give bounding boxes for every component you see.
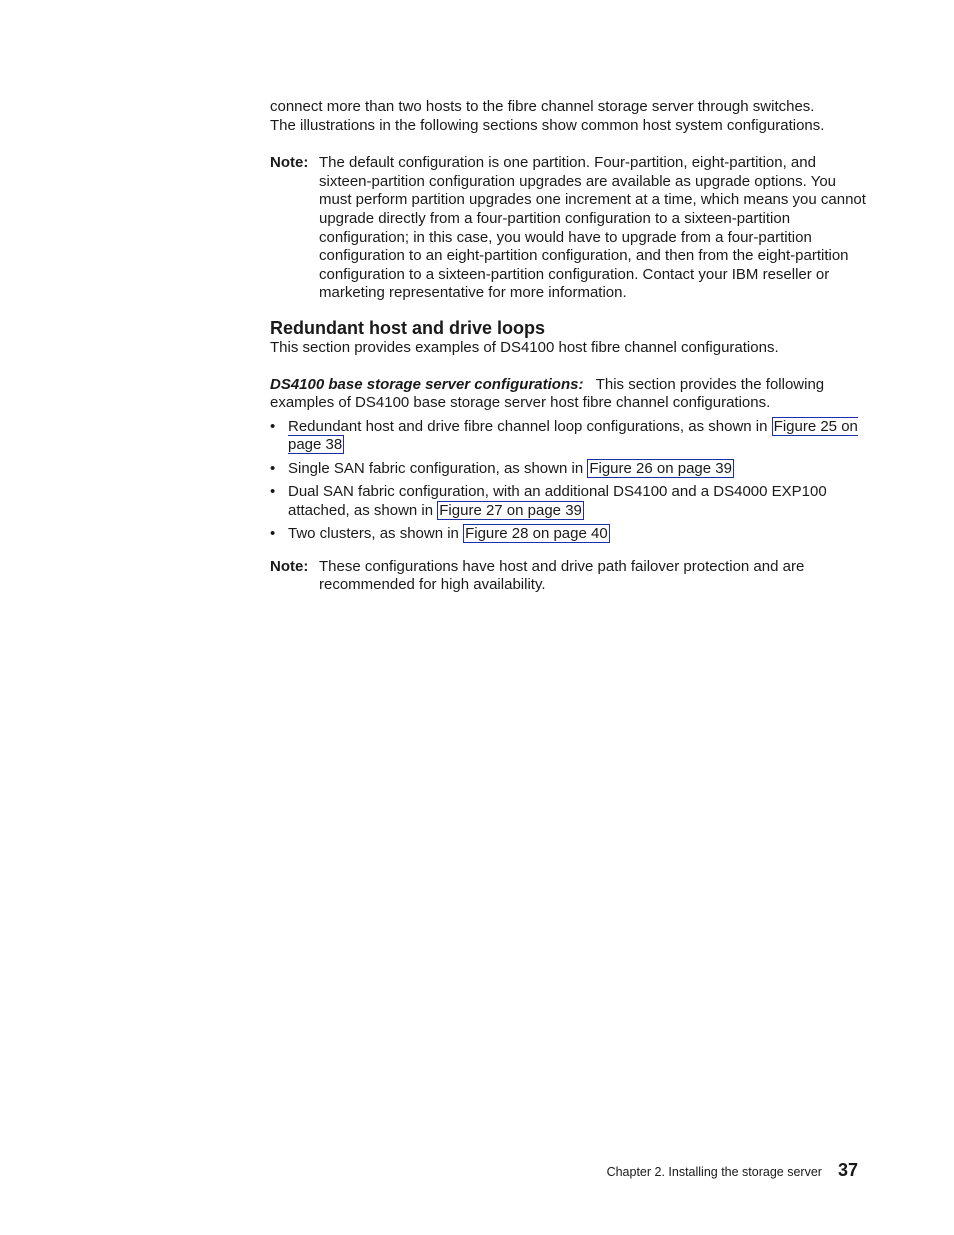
section-heading: Redundant host and drive loops bbox=[270, 317, 546, 338]
intro-paragraph bbox=[270, 98, 870, 135]
footer-chapter-title: Chapter 2. Installing the storage server bbox=[606, 1165, 822, 1179]
note-text: The default configuration is one partition. Four-partition, eight-partition, and sixteen-partition configuration upgrades are available as upgrade options. You must perform partition upgrades one increment at a time, which means you cannot upgrade directly from a four-partition configuration to a sixteen-partition configuration; in this case, you would have to upgrade from a four-partition configuration to an eight-partition configuration, and then from the eight-partition configuration to a sixteen-partition configuration. Contact your IBM reseller or marketing representative for more information. bbox=[319, 154, 866, 302]
intro-line-1: connect more than two hosts to the fibre channel storage server through switches. bbox=[270, 98, 815, 115]
section-intro: This section provides examples of DS4100 host fibre channel configurations. bbox=[270, 338, 779, 356]
figure-28-link[interactable]: Figure 28 on page 40 bbox=[465, 525, 608, 543]
page-number: 37 bbox=[837, 1160, 858, 1180]
configuration-list bbox=[270, 418, 870, 544]
bullet-symbol: • bbox=[270, 525, 276, 543]
list-item bbox=[270, 525, 870, 544]
list-item-text: Single SAN fabric configuration, as shown in bbox=[288, 459, 584, 477]
note-default-config bbox=[270, 154, 870, 303]
figure-26-link[interactable]: Figure 26 on page 39 bbox=[589, 459, 732, 477]
bullet-symbol: • bbox=[270, 459, 276, 477]
intro-line-2: The illustrations in the following sections show common host system configurations. bbox=[270, 116, 825, 134]
list-item bbox=[270, 483, 870, 520]
figure-27-link[interactable]: Figure 27 on page 39 bbox=[439, 501, 582, 519]
list-item-text: Two clusters, as shown in bbox=[288, 525, 459, 543]
list-item-text: Dual SAN fabric configuration, with an additional DS4100 and a DS4000 EXP100 attached, as shown in bbox=[288, 483, 827, 519]
bullet-symbol: • bbox=[270, 483, 276, 501]
note-label: Note: bbox=[270, 154, 309, 172]
page-footer bbox=[607, 1160, 858, 1181]
figure-25-link[interactable]: Figure 25 on page 38 bbox=[288, 417, 858, 454]
bullet-symbol: • bbox=[270, 417, 276, 435]
note-label: Note: bbox=[270, 557, 309, 575]
page-content bbox=[270, 98, 870, 595]
list-item-text: Redundant host and drive fibre channel loop configurations, as shown in bbox=[288, 417, 768, 435]
note-text: These configurations have host and drive path failover protection and are recommended for high availability. bbox=[319, 557, 805, 594]
note-failover bbox=[270, 558, 870, 595]
subsection-text: This section provides the following examples of DS4100 base storage server host fibre channel configurations. bbox=[270, 375, 825, 412]
list-item bbox=[270, 460, 870, 479]
list-item bbox=[270, 418, 870, 455]
subsection-runin-heading: DS4100 base storage server configurations: bbox=[270, 375, 584, 393]
subsection-paragraph bbox=[270, 376, 870, 413]
